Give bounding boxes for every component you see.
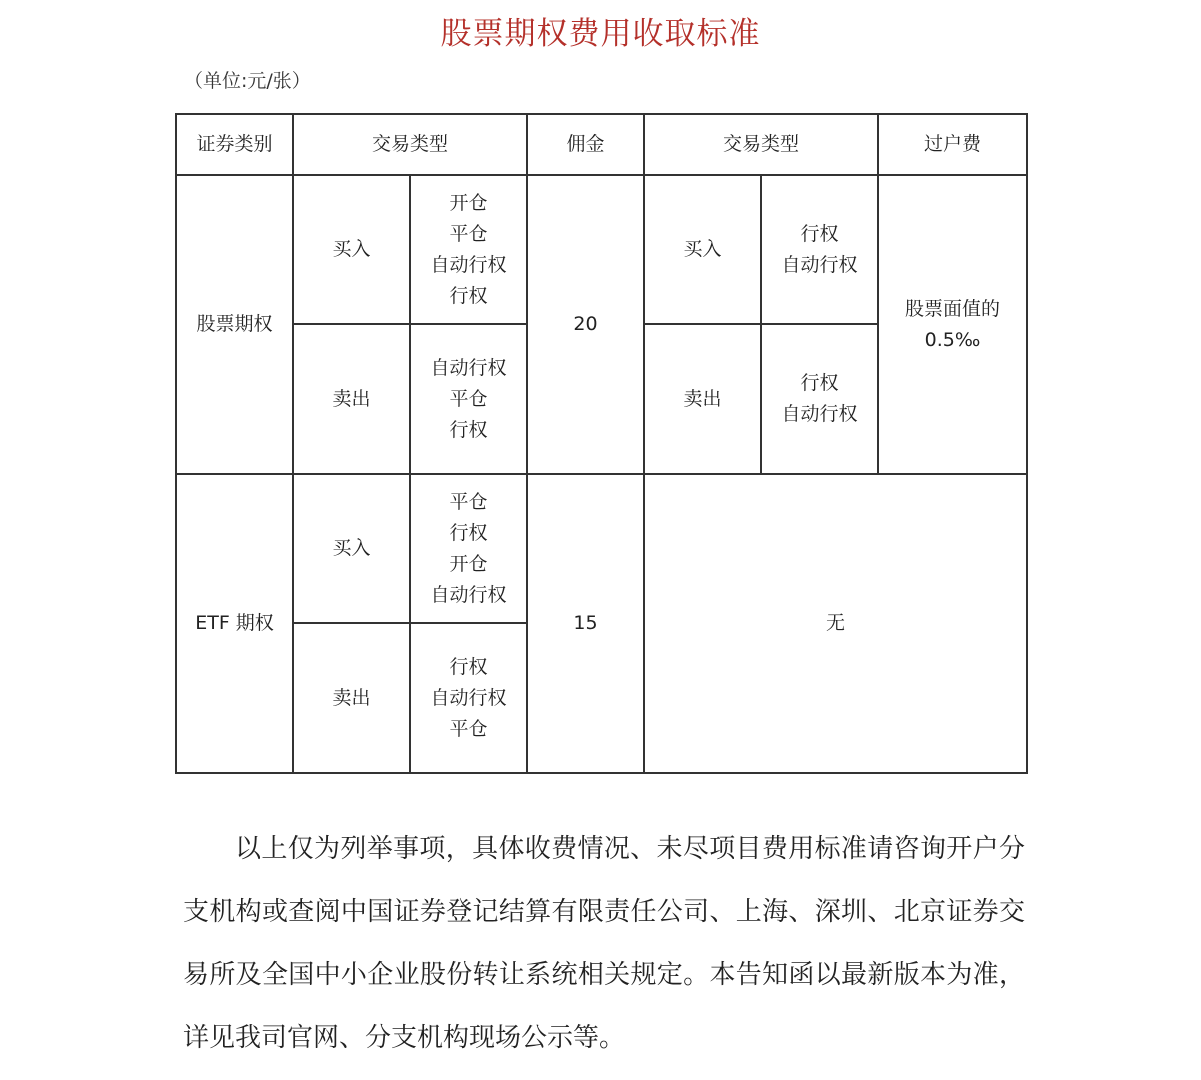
op-item: 自动行权 [430,253,507,276]
stock-buy-ops [410,175,527,324]
op-item: 自动行权 [430,686,507,709]
op-item: 平仓 [449,222,488,245]
stock-commission: 20 [527,175,644,474]
op-item: 开仓 [449,552,488,575]
op-item: 行权 [449,418,488,441]
op-item: 自动行权 [781,403,858,425]
op-item: 开仓 [449,191,488,214]
op-item: 行权 [449,655,488,678]
stock-buy-label: 买入 [293,175,410,324]
etf-buy-label: 买入 [293,474,410,623]
op-item: 行权 [449,284,488,307]
header-category: 证券类别 [176,114,293,175]
op-item: 行权 [800,222,839,245]
header-trade-type: 交易类型 [293,114,527,175]
op-item: 平仓 [449,717,488,740]
stock-transfer-fee [878,175,1027,474]
stock-sell-ops [410,324,527,474]
category-etf-option: ETF 期权 [176,474,293,773]
op-item: 平仓 [449,490,488,513]
header-trade-type-fee: 交易类型 [644,114,878,175]
op-item: 自动行权 [781,253,858,276]
unit-note: （单位:元/张） [184,70,311,92]
op-item: 自动行权 [430,356,507,379]
etf-sell-label: 卖出 [293,623,410,773]
page-title: 股票期权费用收取标准 [440,16,761,52]
stock-sell-label: 卖出 [293,324,410,474]
op-item: 行权 [800,372,839,394]
op-item: 平仓 [449,387,488,410]
etf-sell-ops [410,623,527,773]
stock-fee-sell-label: 卖出 [644,324,761,474]
etf-buy-ops [410,474,527,623]
table-row [176,474,1027,623]
category-stock-option: 股票期权 [176,175,293,474]
etf-other-fees: 无 [644,474,1027,773]
transfer-fee-line: 0.5‰ [924,328,981,351]
op-item: 行权 [449,521,488,544]
fee-table [175,113,1028,774]
header-commission: 佣金 [527,114,644,175]
header-transfer-fee: 过户费 [878,114,1027,175]
notice-text [183,818,1025,1070]
etf-commission: 15 [527,474,644,773]
stock-fee-buy-ops [761,175,878,324]
transfer-fee-line: 股票面值的 [905,297,1001,320]
table-row [176,175,1027,324]
notice-paragraph: 以上仅为列举事项，具体收费情况、未尽项目费用标准请咨询开户分支机构或查阅中国证券登记结算有限责任公司、上海、深圳、北京证券交易所及全国中小企业股份转让系统相关规定。本告知函以最新版本为准，详见我司官网、分支机构现场公示等。 [183,834,1025,1053]
stock-fee-buy-label: 买入 [644,175,761,324]
op-item: 自动行权 [430,583,507,606]
stock-fee-sell-ops [761,324,878,474]
table-header-row [176,114,1027,175]
